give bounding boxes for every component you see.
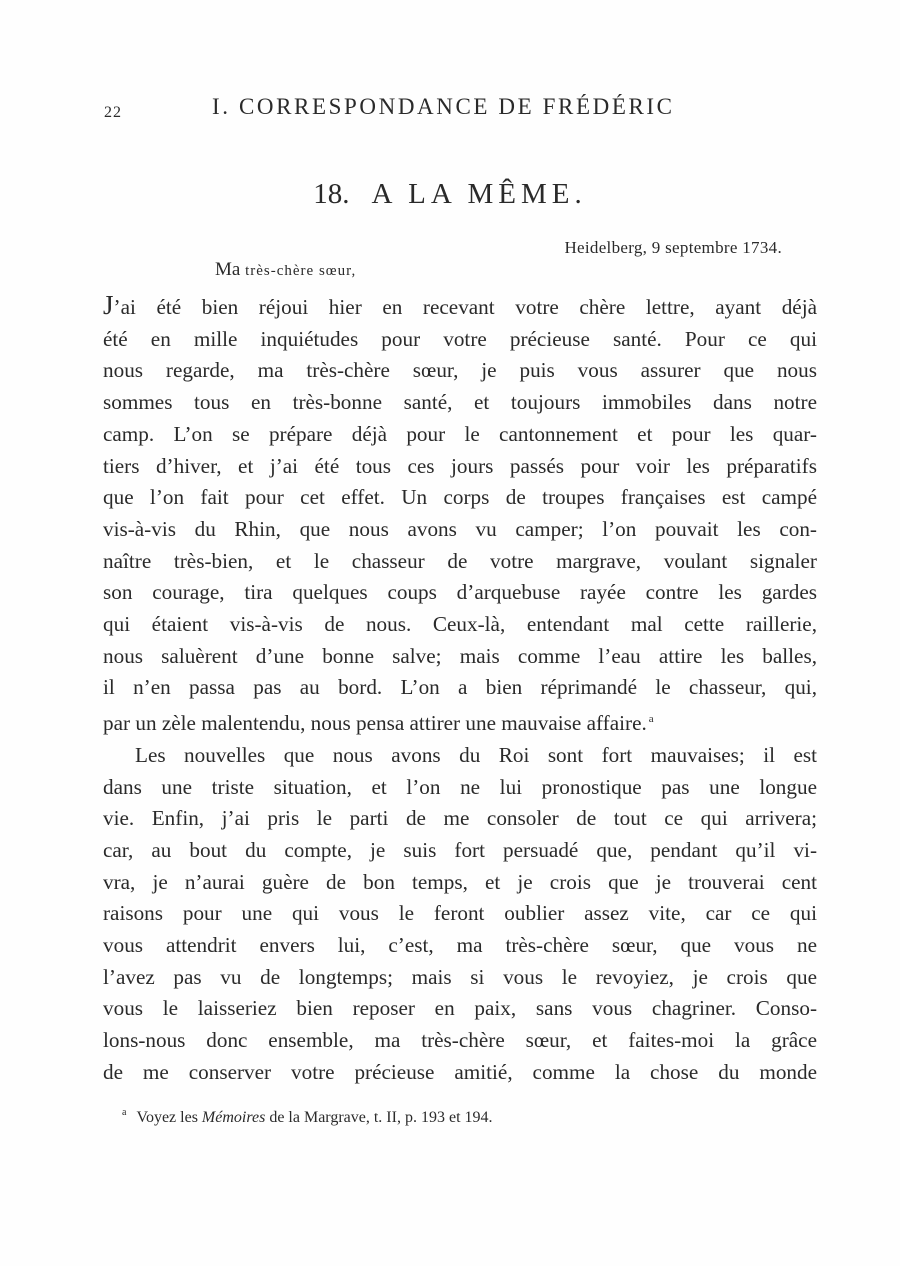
footnote-reference[interactable]: a <box>648 713 654 726</box>
letter-title <box>0 178 900 211</box>
paragraph-2-line: vra, je n’aurai guère de bon temps, et je crois que je trouverai cent <box>103 869 817 894</box>
paragraph-1-line: nous regarde, ma très-chère sœur, je puis vous assurer que nous <box>103 358 817 383</box>
paragraph-1-line: son courage, tira quelques coups d’arquebuse rayée contre les gardes <box>103 580 817 605</box>
body-text <box>103 292 817 1089</box>
footnote: $^a$ Voyez les Mémoires de la Margrave, t. II, p. 193 et 194. <box>122 1107 493 1126</box>
paragraph-2-line: dans une triste situation, et l’on ne lui pronostique pas une longue <box>103 774 817 799</box>
salutation-rest: très-chère sœur, <box>245 263 357 279</box>
paragraph-2-line: de me conserver votre précieuse amitié, comme la chose du monde <box>103 1059 817 1084</box>
running-head: I. CORRESPONDANCE DE FRÉDÉRIC <box>212 94 675 119</box>
paragraph-1-line: que l’on fait pour cet effet. Un corps de troupes françaises est campé <box>103 485 817 510</box>
paragraph-1-line: qui étaient vis-à-vis de nous. Ceux-là, entendant mal cette raillerie, <box>103 612 817 637</box>
paragraph-1-line: tiers d’hiver, et j’ai été tous ces jours passés pour voir les préparatifs <box>103 453 817 478</box>
salutation <box>215 259 356 281</box>
paragraph-2-line: l’avez pas vu de longtemps; mais si vous le revoyiez, je crois que <box>103 964 817 989</box>
page-number: 22 <box>104 104 122 121</box>
paragraph-1-line: par un zèle malentendu, nous pensa attirer une mauvaise affaire. $^a$ <box>103 711 654 736</box>
paragraph-2-line: car, au bout du compte, je suis fort persuadé que, pendant qu’il vi- <box>103 837 817 862</box>
footnote-mark: a <box>122 1107 127 1118</box>
paragraph-2-line: Les nouvelles que nous avons du Roi sont fort mauvaises; il est <box>135 742 817 767</box>
paragraph-1-line: vis-à-vis du Rhin, que nous avons vu camper; l’on pouvait les con- <box>103 516 817 541</box>
paragraph-1-line: nous saluèrent d’une bonne salve; mais comme l’eau attire les balles, <box>103 643 817 668</box>
footnote-italic-title: Mémoires <box>201 1109 266 1126</box>
paragraph-1-line: été en mille inquiétudes pour votre précieuse santé. Pour ce qui <box>103 326 817 351</box>
paragraph-2-line: vous le laisseriez bien reposer en paix, sans vous chagriner. Conso- <box>103 996 817 1021</box>
letter-heading: A LA MÊME. <box>371 178 587 210</box>
paragraph-1-line: naître très-bien, et le chasseur de votre margrave, voulant signaler <box>103 548 817 573</box>
salutation-initial: Ma <box>215 259 241 280</box>
paragraph-2-line: vie. Enfin, j’ai pris le parti de me consoler de tout ce qui arrivera; <box>103 806 817 831</box>
drop-cap: J <box>103 290 114 320</box>
paragraph-1-line: J’ai été bien réjoui hier en recevant votre chère lettre, ayant déjà <box>103 290 817 320</box>
paragraph-2-line: vous attendrit envers lui, c’est, ma très-chère sœur, que vous ne <box>103 933 817 958</box>
paragraph-1-line: camp. L’on se prépare déjà pour le cantonnement et pour les quar- <box>103 421 817 446</box>
paragraph-1-line: sommes tous en très-bonne santé, et toujours immobiles dans notre <box>103 390 817 415</box>
paragraph-2-line: lons-nous donc ensemble, ma très-chère sœur, et faites-moi la grâce <box>103 1028 817 1053</box>
paragraph-1-line: il n’en passa pas au bord. L’on a bien réprimandé le chasseur, qui, <box>103 675 817 700</box>
letter-number: 18. <box>313 178 350 210</box>
paragraph-2-line: raisons pour une qui vous le feront oublier assez vite, car ce qui <box>103 901 817 926</box>
dateline: Heidelberg, 9 septembre 1734. <box>564 238 782 257</box>
